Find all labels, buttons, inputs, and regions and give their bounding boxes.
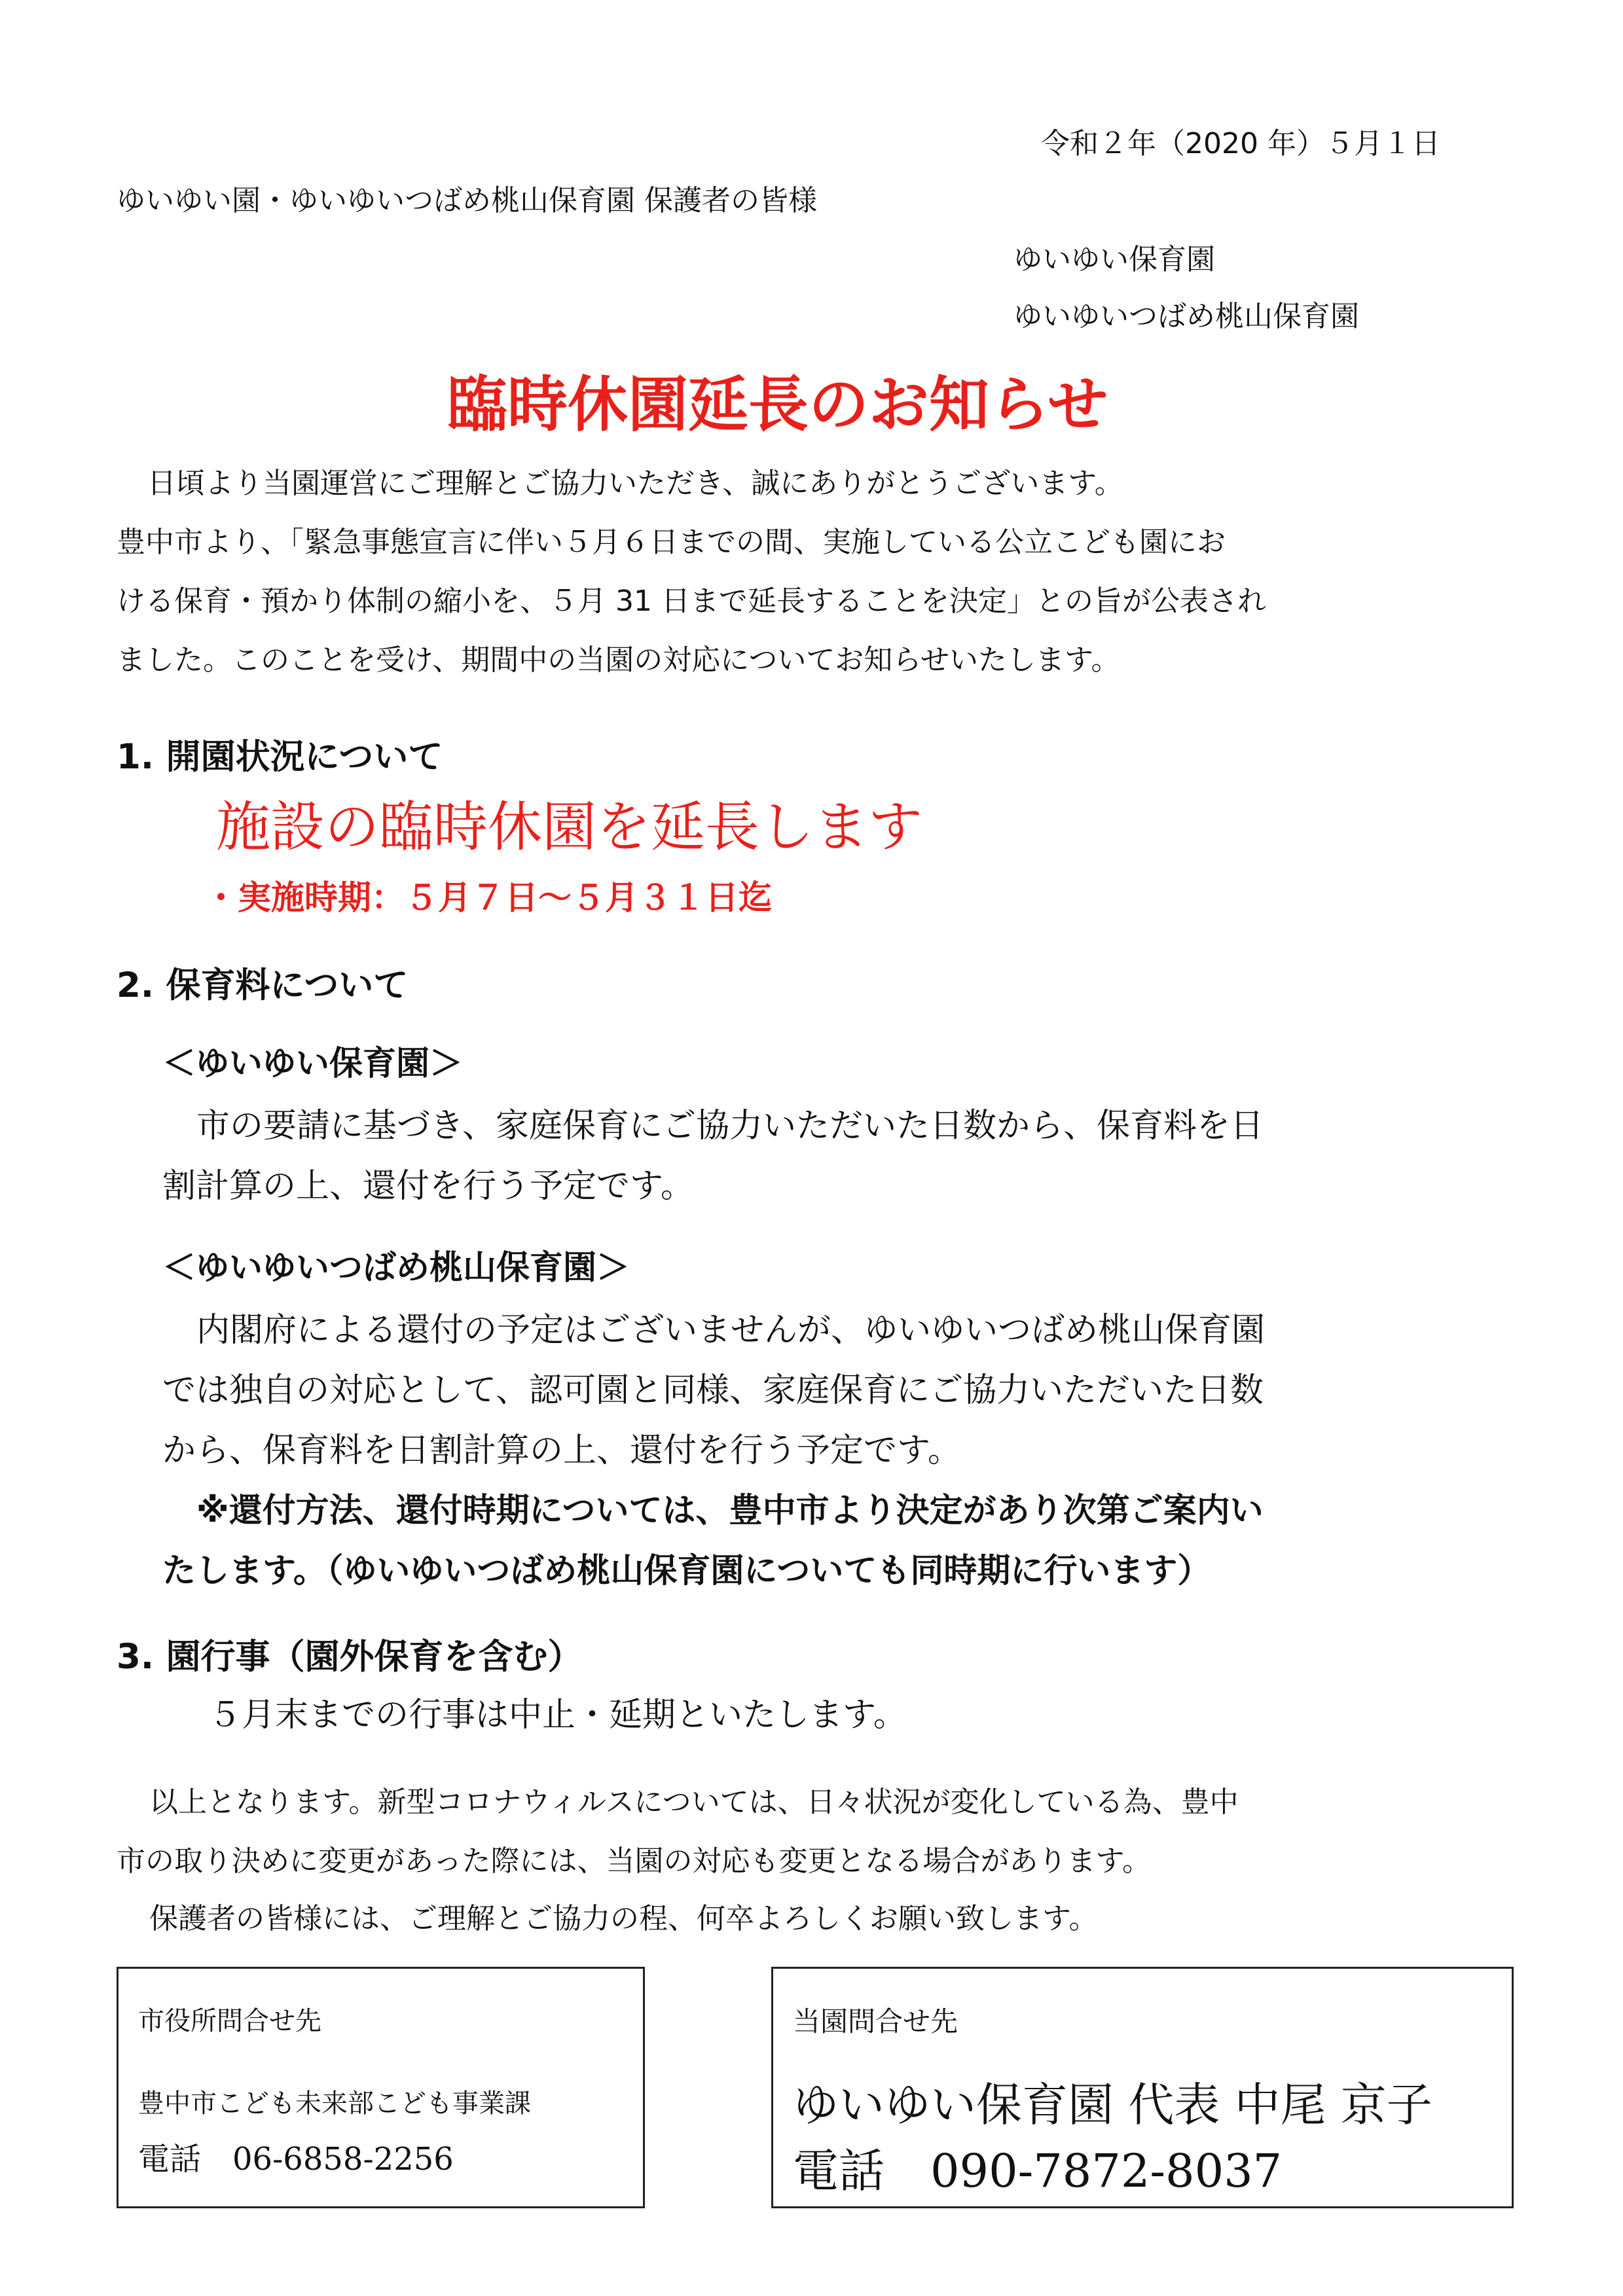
contact-school-label: 当園問合せ先 <box>793 2005 958 2037</box>
closing-line-1: 以上となります。新型コロナウィルスについては、日々状況が変化している為、豊中 <box>149 1785 1239 1819</box>
section2-sub2-line-2: では独自の対応として、認可園と同様、家庭保育にご協力いただいた日数 <box>162 1371 1264 1410</box>
section3-heading: 3. 園行事（園外保育を含む） <box>117 1637 583 1677</box>
section2-sub2: ＜ゆいゆいつばめ桃山保育園＞ <box>162 1249 630 1287</box>
intro-line-2: 豊中市より、「緊急事態宣言に伴い５月６日までの間、実施している公立こども園にお <box>117 526 1226 559</box>
sender-line-1: ゆいゆい保育園 <box>1013 243 1215 276</box>
contact-school-name: ゆいゆい保育園 代表 中尾 京子 <box>793 2078 1432 2132</box>
section2-sub1-line-2: 割計算の上、還付を行う予定です。 <box>162 1167 694 1206</box>
contact-city-box <box>117 1967 645 2208</box>
contact-city-dept: 豊中市こども未来部こども事業課 <box>138 2089 531 2119</box>
contact-school-box <box>771 1967 1514 2208</box>
section1-period: ・実施時期：５月７日～５月３１日迄 <box>204 879 773 918</box>
section2-note-line-2: たします。（ゆいゆいつばめ桃山保育園についても同時期に行います） <box>162 1552 1211 1590</box>
closing-line-3: 保護者の皆様には、ご理解とご協力の程、何卒よろしくお願い致します。 <box>149 1902 1098 1935</box>
sender-line-2: ゆいゆいつばめ桃山保育園 <box>1013 300 1359 333</box>
section2-note-line-1: ※還付方法、還付時期については、豊中市より決定があり次第ご案内い <box>196 1492 1264 1530</box>
addressee: ゆいゆい園・ゆいゆいつばめ桃山保育園 保護者の皆様 <box>117 184 817 217</box>
section2-heading: 2. 保育料について <box>117 965 409 1005</box>
section1-highlight: 施設の臨時休園を延長します <box>216 795 922 859</box>
contact-city-phone: 電話 06-6858-2256 <box>138 2141 454 2178</box>
section2-sub2-line-1: 内閣府による還付の予定はございませんが、ゆいゆいつばめ桃山保育園 <box>196 1311 1266 1350</box>
contact-city-label: 市役所問合せ先 <box>138 2006 321 2036</box>
closing-line-2: 市の取り決めに変更があった際には、当園の対応も変更となる場合があります。 <box>117 1844 1152 1878</box>
page-title: 臨時休園延長のお知らせ <box>447 370 1108 440</box>
intro-line-3: ける保育・預かり体制の縮小を、５月 31 日まで延長することを決定」との旨が公表され <box>117 584 1266 618</box>
section2-sub1-line-1: 市の要請に基づき、家庭保育にご協力いただいた日数から、保育料を日 <box>196 1107 1264 1145</box>
section2-sub1: ＜ゆいゆい保育園＞ <box>162 1045 464 1083</box>
contact-school-phone: 電話 090-7872-8037 <box>793 2144 1283 2198</box>
intro-line-1: 日頃より当園運営にご理解とご協力いただき、誠にありがとうございます。 <box>147 467 1123 500</box>
section1-heading: 1. 開園状況について <box>117 737 443 777</box>
date: 令和２年（2020 年）５月１日 <box>1041 127 1440 160</box>
intro-line-4: ました。このことを受け、期間中の当園の対応についてお知らせいたします。 <box>117 643 1120 677</box>
section2-sub2-line-3: から、保育料を日割計算の上、還付を行う予定です。 <box>162 1431 961 1470</box>
section3-line: ５月末までの行事は中止・延期といたします。 <box>208 1696 907 1734</box>
